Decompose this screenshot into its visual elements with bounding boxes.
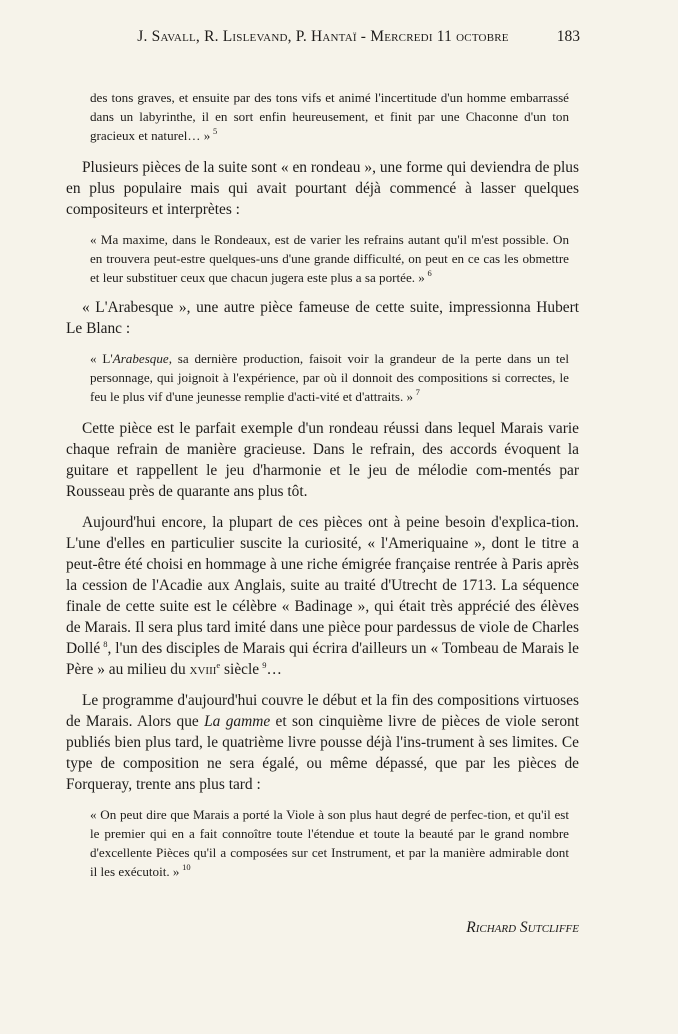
footnote-ref: 7 — [415, 387, 420, 397]
article-body — [66, 88, 579, 881]
quote-text: « Ma maxime, dans le Rondeaux, est de varier les refrains autant qu'il m'est possible. On en trouvera peut-estre quelques-uns d'une grande difficulté, on peut en ce cas les obmettre et leur substituer ceux que chacun jugera este plus a sa portée. » — [90, 232, 569, 285]
work-title: Arabesque — [112, 351, 169, 366]
quote-text: , sa dernière production, faisoit voir la grandeur de la perte dans un tel personnage, qui joignoit à l'expérience, par où il donnoit des compositions si correctes, le feu le plus vif d'une jeunesse remplie d'acti-vité et d'attraits. » — [90, 351, 569, 404]
block-quote — [90, 88, 579, 145]
running-title — [66, 28, 580, 46]
footnote-ref: 5 — [212, 126, 218, 136]
paragraph-text: … — [266, 661, 282, 678]
paragraph — [66, 512, 579, 680]
footnote-ref: 10 — [182, 862, 191, 872]
paragraph-text: et son cinquième livre de pièces de viole seront publiés bien plus tard, le quatrième livre pousse déjà l'ins-trument à ses limites. Ce type de composition ne sera égalé, ou même dépassé, que par les pièces de Forqueray, trente ans plus tard : — [66, 713, 579, 793]
paragraph-text: siècle — [220, 661, 260, 678]
quote-text: « On peut dire que Marais a porté la Viole à son plus haut degré de perfec-tion, et qu'il est le premier qui en a fait connoître toute l'étendue et toute la beauté par le grand nombre d'excellente Pièces qu'il a composées sur cet Instrument, et par la manière admirable dont il les exécutoit. » — [90, 807, 569, 879]
page-number: 183 — [556, 28, 580, 45]
paragraph: Plusieurs pièces de la suite sont « en rondeau », une forme qui deviendra de plus en plus populaire mais qui avait pourtant déjà commencé à lasser quelques compositeurs et interprètes : — [66, 159, 579, 218]
footnote-ref: 9 — [262, 660, 267, 670]
block-quote — [90, 805, 579, 881]
century-numeral: xviii — [189, 661, 217, 678]
paragraph — [66, 690, 579, 795]
paragraph-text: , l'un des disciples de Marais qui écrira d'ailleurs un « Tombeau de Marais le Père » au milieu du — [66, 640, 579, 678]
paragraph: « L'Arabesque », une autre pièce fameuse de cette suite, impressionna Hubert Le Blanc : — [66, 299, 579, 337]
block-quote — [90, 230, 579, 287]
block-quote — [90, 349, 579, 406]
paragraph: Cette pièce est le parfait exemple d'un rondeau réussi dans lequel Marais varie chaque refrain de manière gracieuse. Dans le refrain, des accords évoquent la guitare et rappellent le jeu d'harmonie et le jeu de mélodie com-mentés par Rousseau près de quarante ans plus tôt. — [66, 420, 579, 500]
author-signature: Richard Sutcliffe — [466, 919, 579, 936]
footnote-ref: 6 — [427, 268, 432, 278]
work-title: La gamme — [204, 713, 271, 730]
century-suffix: e — [216, 660, 221, 670]
paragraph-text: Aujourd'hui encore, la plupart de ces pièces ont à peine besoin d'explica-tion. L'une d'elles en particulier suscite la curiosité, « l'Ameriquaine », dont le titre a peut-être été choisi en hommage à une riche émigrée française rentrée à Paris après la cession de l'Acadie aux Anglais, suite au traité d'Utrecht de 1713. La séquence finale de cette suite est le célèbre « Badinage », qui était très apprécié des élèves de Marais. Il sera plus tard imité dans une pièce pour pardessus de viole de Charles Dollé — [66, 514, 579, 657]
running-title-text: J. Savall, R. Lislevand, P. Hantaï - Mercredi 11 octobre — [137, 28, 509, 45]
quote-text: des tons graves, et ensuite par des tons vifs et animé l'incertitude d'un homme embarrassé dans un labyrinthe, il en sort enfin heureusement, et finit par une Chaconne d'un ton gracieux et naturel… » — [90, 90, 569, 143]
quote-text: « L' — [90, 351, 113, 366]
paragraph-text: Le programme d'aujourd'hui couvre le début et la fin des compositions virtuoses de Marais. Alors que — [66, 692, 579, 730]
footnote-ref: 8 — [103, 639, 108, 649]
